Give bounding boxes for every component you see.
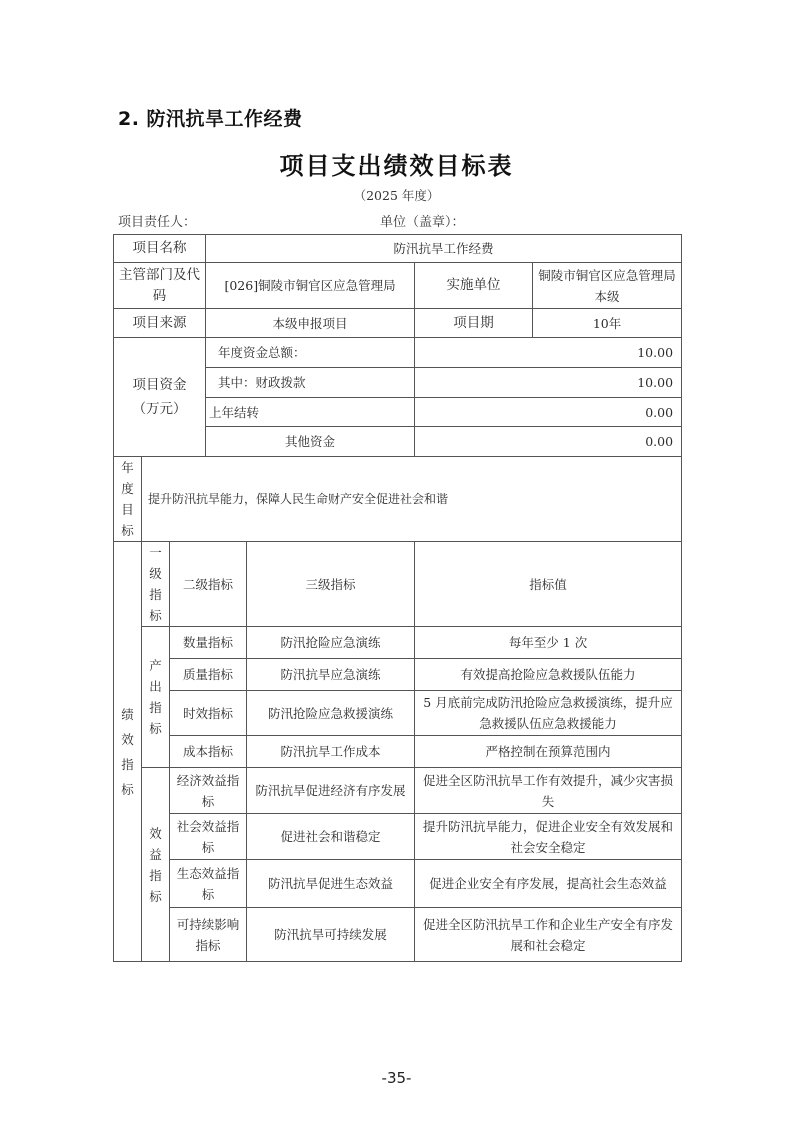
level3-cell: 防汛抗旱工作成本 [247, 736, 415, 768]
project-name-label: 项目名称 [114, 235, 206, 263]
level2-cell: 经济效益指标 [170, 768, 247, 814]
performance-target-table [113, 234, 682, 962]
funds-row-label: 上年结转 [206, 398, 415, 427]
indicator-row [114, 908, 682, 962]
label-char: 目 [121, 502, 134, 517]
source-label: 项目来源 [114, 309, 206, 338]
level3-cell: 防汛抗旱促进经济有序发展 [247, 768, 415, 814]
level3-cell: 防汛抢险应急救援演练 [247, 691, 415, 736]
period-value: 10年 [533, 309, 682, 338]
funds-row-label: 其他资金 [206, 427, 415, 457]
label-char: 益 [149, 846, 162, 862]
label-char: 出 [149, 679, 162, 694]
label-char: 一 [149, 545, 162, 560]
funds-row-label: 其中：财政拨款 [206, 368, 415, 398]
value-cell: 提升防汛抗旱能力，促进企业安全有效发展和社会安全稳定 [415, 814, 682, 860]
page-number: -35- [381, 1069, 412, 1087]
indicator-header-row [114, 542, 682, 627]
document-year: （2025 年度） [353, 188, 440, 203]
level3-cell: 防汛抗旱应急演练 [247, 659, 415, 691]
benefit-indicator-label [142, 768, 170, 962]
funds-row-value: 0.00 [415, 398, 682, 427]
value-cell: 每年至少 1 次 [415, 627, 682, 659]
annual-goal-text: 提升防汛抗旱能力，保障人民生命财产安全促进社会和谐 [142, 457, 682, 542]
value-cell: 促进全区防汛抗旱工作有效提升，减少灾害损失 [415, 768, 682, 814]
level3-cell: 防汛抢险应急演练 [247, 627, 415, 659]
level3-cell: 促进社会和谐稳定 [247, 814, 415, 860]
document-title: 项目支出绩效目标表 [279, 152, 514, 180]
label-char: 指 [149, 587, 162, 602]
impl-value: 铜陵市铜官区应急管理局本级 [533, 263, 682, 309]
responsible-person-label: 项目责任人： [118, 215, 197, 230]
label-char: 标 [121, 523, 134, 538]
value-header: 指标值 [415, 542, 682, 627]
funds-row [114, 338, 682, 368]
source-row [114, 309, 682, 338]
level1-header [142, 542, 170, 627]
level2-cell: 社会效益指标 [170, 814, 247, 860]
indicator-row [114, 627, 682, 659]
value-cell: 促进企业安全有序发展，提高社会生态效益 [415, 860, 682, 908]
value-cell: 促进全区防汛抗旱工作和企业生产安全有序发展和社会稳定 [415, 908, 682, 962]
performance-label [114, 542, 142, 962]
label-char: 级 [149, 566, 162, 581]
period-label: 项目期 [415, 309, 533, 338]
funds-label [114, 338, 206, 457]
label-char: 产 [149, 658, 162, 673]
funds-row-label: 年度资金总额： [206, 338, 415, 368]
level2-cell: 可持续影响指标 [170, 908, 247, 962]
label-char: 指 [149, 867, 162, 883]
unit-seal-label: 单位（盖章）： [380, 215, 465, 230]
source-value: 本级申报项目 [206, 309, 415, 338]
label-char: 标 [121, 781, 134, 797]
indicator-row [114, 659, 682, 691]
dept-row [114, 263, 682, 309]
annual-goal-row [114, 457, 682, 542]
funds-label-line2: （万元） [132, 401, 187, 417]
label-char: 度 [121, 481, 134, 496]
label-char: 效 [121, 731, 134, 747]
value-cell: 严格控制在预算范围内 [415, 736, 682, 768]
label-char: 标 [149, 608, 162, 623]
level2-cell: 时效指标 [170, 691, 247, 736]
level2-cell: 生态效益指标 [170, 860, 247, 908]
funds-label-line1: 项目资金 [132, 377, 187, 393]
project-name-value: 防汛抗旱工作经费 [206, 235, 682, 263]
indicator-row [114, 860, 682, 908]
impl-label: 实施单位 [415, 263, 533, 309]
label-char: 绩 [121, 706, 134, 722]
indicator-row [114, 691, 682, 736]
funds-row-value: 10.00 [415, 338, 682, 368]
level3-header: 三级指标 [247, 542, 415, 627]
indicator-row [114, 768, 682, 814]
label-char: 标 [149, 888, 162, 904]
funds-row-value: 0.00 [415, 427, 682, 457]
section-title: 2. 防汛抗旱工作经费 [118, 108, 303, 130]
label-char: 标 [149, 721, 162, 736]
level2-cell: 质量指标 [170, 659, 247, 691]
label-char: 年 [121, 460, 134, 475]
level3-cell: 防汛抗旱可持续发展 [247, 908, 415, 962]
annual-goal-label [114, 457, 142, 542]
output-indicator-label [142, 627, 170, 768]
value-cell: 有效提高抢险应急救援队伍能力 [415, 659, 682, 691]
label-char: 效 [149, 825, 162, 841]
label-char: 指 [121, 756, 134, 772]
level2-cell: 数量指标 [170, 627, 247, 659]
project-name-row [114, 235, 682, 263]
funds-row-value: 10.00 [415, 368, 682, 398]
indicator-row [114, 736, 682, 768]
level2-cell: 成本指标 [170, 736, 247, 768]
dept-label: 主管部门及代码 [114, 263, 206, 309]
indicator-row [114, 814, 682, 860]
level2-header: 二级指标 [170, 542, 247, 627]
label-char: 指 [149, 700, 162, 715]
dept-value: [026]铜陵市铜官区应急管理局 [206, 263, 415, 309]
value-cell: 5 月底前完成防汛抢险应急救援演练，提升应急救援队伍应急救援能力 [415, 691, 682, 736]
level3-cell: 防汛抗旱促进生态效益 [247, 860, 415, 908]
